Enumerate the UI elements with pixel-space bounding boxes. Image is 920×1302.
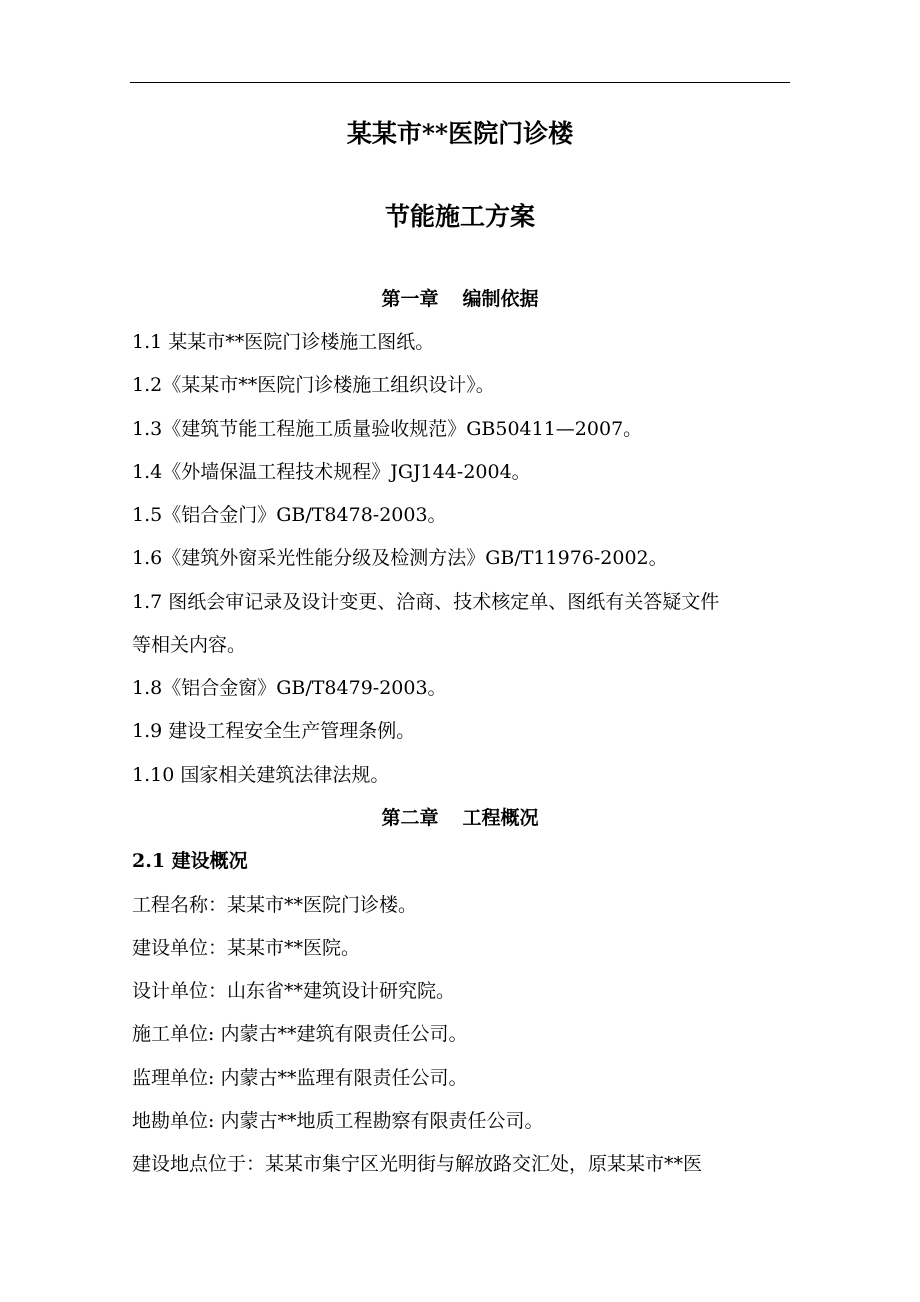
document-title-line1: 某某市**医院门诊楼	[346, 119, 574, 148]
header-rule	[130, 82, 790, 83]
chapter-1-name: 编制依据	[462, 288, 539, 310]
chapter-2-item: 建设单位：某某市**医院。	[132, 937, 361, 959]
chapter-1-item: 1.6《建筑外窗采光性能分级及检测方法》GB/T11976-2002。	[132, 547, 668, 569]
chapter-2-item: 地勘单位: 内蒙古**地质工程勘察有限责任公司。	[132, 1110, 544, 1132]
chapter-1-item: 1.7 图纸会审记录及设计变更、洽商、技术核定单、图纸有关答疑文件	[132, 591, 720, 613]
chapter-2-item: 设计单位：山东省**建筑设计研究院。	[132, 980, 456, 1002]
chapter-2-name: 工程概况	[462, 807, 539, 829]
chapter-1-item: 1.5《铝合金门》GB/T8478-2003。	[132, 504, 447, 526]
chapter-1-item: 1.10 国家相关建筑法律法规。	[132, 764, 390, 786]
chapter-1-item: 1.4《外墙保温工程技术规程》JGJ144-2004。	[132, 461, 531, 483]
chapter-1-item: 1.2《某某市**医院门诊楼施工组织设计》。	[132, 374, 495, 396]
chapter-1-item: 1.1 某某市**医院门诊楼施工图纸。	[132, 331, 435, 353]
chapter-1-number: 第一章	[381, 288, 439, 310]
section-2-1-heading: 2.1 建设概况	[132, 850, 248, 872]
chapter-2-number: 第二章	[381, 807, 439, 829]
chapter-2-item: 施工单位: 内蒙古**建筑有限责任公司。	[132, 1023, 468, 1045]
chapter-1-item: 1.3《建筑节能工程施工质量验收规范》GB50411—2007。	[132, 418, 643, 440]
chapter-2-item: 工程名称：某某市**医院门诊楼。	[132, 894, 418, 916]
document-title-line2: 节能施工方案	[384, 202, 535, 231]
chapter-2-heading	[0, 805, 920, 831]
chapter-1-item: 1.8《铝合金窗》GB/T8479-2003。	[132, 677, 447, 699]
chapter-1-item: 1.9 建设工程安全生产管理条例。	[132, 720, 416, 742]
chapter-1-heading	[0, 286, 920, 312]
chapter-2-item: 监理单位: 内蒙古**监理有限责任公司。	[132, 1067, 468, 1089]
chapter-2-item: 建设地点位于：某某市集宁区光明街与解放路交汇处，原某某市**医	[132, 1153, 703, 1175]
chapter-1-item: 等相关内容。	[132, 634, 247, 656]
